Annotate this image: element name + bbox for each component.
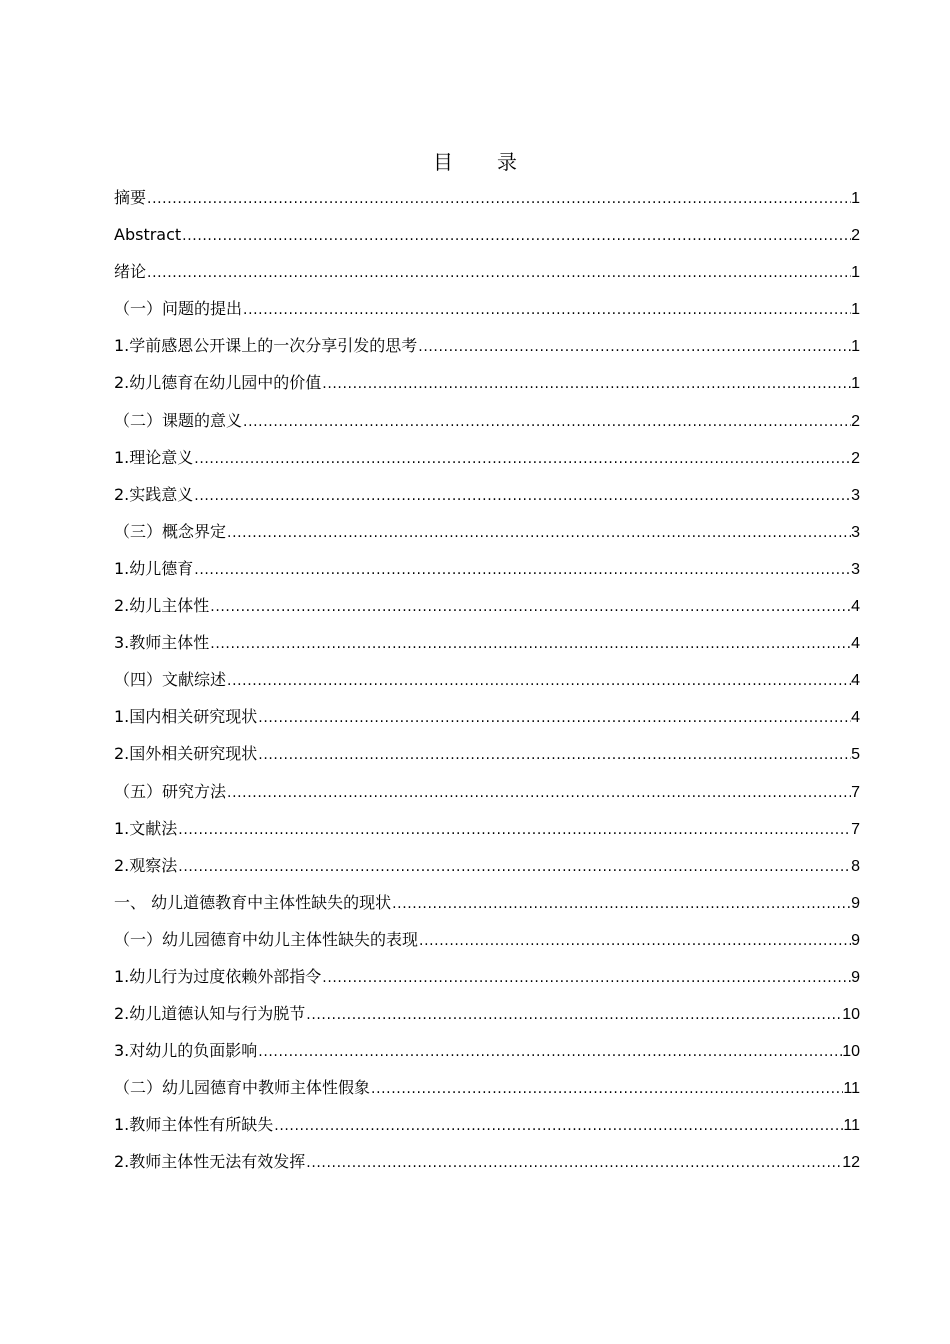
toc-entry-label: （一）幼儿园德育中幼儿主体性缺失的表现	[114, 929, 419, 949]
toc-entry[interactable]	[114, 1147, 860, 1184]
toc-dot-leader	[370, 1074, 843, 1104]
toc-entry-page-number: 11	[843, 1080, 860, 1098]
toc-dot-leader	[181, 221, 851, 251]
toc-entry-label: （四）文献综述	[114, 670, 227, 690]
toc-dot-leader	[193, 555, 851, 585]
toc-entry-page-number: 1	[851, 301, 860, 319]
toc-entry-label: 2.实践意义	[114, 484, 194, 504]
toc-dot-leader	[417, 332, 851, 362]
toc-dot-leader	[305, 1148, 842, 1178]
toc-entry-label: （一）问题的提出	[114, 299, 243, 319]
toc-dot-leader	[146, 258, 851, 288]
toc-entry[interactable]	[114, 777, 860, 814]
toc-entry-label: 1.国内相关研究现状	[114, 707, 258, 727]
toc-entry-label: 绪论	[114, 262, 147, 282]
toc-entry-label: 摘要	[114, 188, 147, 207]
toc-entry-page-number: 11	[843, 1117, 860, 1135]
toc-entry[interactable]	[114, 962, 860, 999]
toc-title: 目录	[433, 150, 561, 174]
toc-entry-page-number: 7	[851, 783, 860, 801]
toc-entry[interactable]	[114, 406, 860, 443]
toc-entry-page-number: 4	[851, 709, 860, 727]
toc-dot-leader	[418, 926, 851, 956]
toc-dot-leader	[177, 815, 851, 845]
toc-entry-label: （二）课题的意义	[114, 410, 243, 430]
toc-entry-label: 2.幼儿主体性	[114, 596, 210, 616]
toc-entry-label: 2.幼儿德育在幼儿园中的价值	[114, 373, 322, 393]
toc-entry-page-number: 1	[851, 338, 860, 356]
toc-entry[interactable]	[114, 665, 860, 702]
toc-entry-label: 1.文献法	[114, 818, 178, 838]
toc-entry[interactable]	[114, 628, 860, 665]
toc-entry-label: （五）研究方法	[114, 781, 227, 801]
toc-entry-page-number: 12	[842, 1154, 860, 1172]
toc-entry[interactable]	[114, 888, 860, 925]
toc-dot-leader	[242, 295, 851, 325]
toc-entry[interactable]	[114, 814, 860, 851]
toc-dot-leader	[209, 629, 851, 659]
toc-entry[interactable]	[114, 183, 860, 220]
toc-dot-leader	[257, 703, 851, 733]
toc-entry-page-number: 4	[851, 598, 860, 616]
toc-entry-page-number: 10	[842, 1043, 860, 1061]
toc-entry-page-number: 2	[851, 227, 860, 245]
toc-dot-leader	[226, 778, 851, 808]
toc-list	[114, 183, 860, 1185]
toc-entry-label: 2.国外相关研究现状	[114, 744, 258, 764]
toc-entry[interactable]	[114, 331, 860, 368]
toc-entry-label: 1.理论意义	[114, 447, 194, 467]
toc-entry-page-number: 4	[851, 635, 860, 653]
toc-entry[interactable]	[114, 1036, 860, 1073]
toc-entry-label: 2.幼儿道德认知与行为脱节	[114, 1004, 306, 1024]
toc-dot-leader	[242, 407, 851, 437]
toc-entry-label: 1.教师主体性有所缺失	[114, 1115, 274, 1135]
toc-entry-page-number: 9	[851, 894, 860, 912]
toc-entry-page-number: 5	[851, 746, 860, 764]
toc-entry-label: 3.对幼儿的负面影响	[114, 1041, 258, 1061]
toc-entry[interactable]	[114, 1073, 860, 1110]
toc-entry-page-number: 9	[851, 968, 860, 986]
toc-entry-page-number: 3	[851, 486, 860, 504]
toc-entry[interactable]	[114, 925, 860, 962]
toc-entry-page-number: 9	[851, 931, 860, 949]
toc-dot-leader	[226, 666, 851, 696]
toc-dot-leader	[257, 1037, 842, 1067]
toc-entry[interactable]	[114, 368, 860, 405]
toc-entry[interactable]	[114, 220, 860, 257]
toc-entry[interactable]	[114, 443, 860, 480]
toc-entry[interactable]	[114, 999, 860, 1036]
toc-dot-leader	[305, 1000, 842, 1030]
toc-entry-label: 1.幼儿行为过度依赖外部指令	[114, 966, 322, 986]
toc-entry-page-number: 2	[851, 412, 860, 430]
toc-entry-page-number: 7	[851, 820, 860, 838]
toc-dot-leader	[209, 592, 851, 622]
toc-entry-label: 2.观察法	[114, 855, 178, 875]
toc-entry[interactable]	[114, 517, 860, 554]
toc-entry-label: （二）幼儿园德育中教师主体性假象	[114, 1078, 371, 1098]
toc-entry-page-number: 8	[851, 857, 860, 875]
toc-dot-leader	[273, 1111, 843, 1141]
toc-entry[interactable]	[114, 702, 860, 739]
toc-entry[interactable]	[114, 739, 860, 776]
toc-dot-leader	[146, 184, 851, 214]
toc-entry-label: 1.学前感恩公开课上的一次分享引发的思考	[114, 336, 418, 356]
toc-entry[interactable]	[114, 480, 860, 517]
toc-entry[interactable]	[114, 591, 860, 628]
toc-entry-label: （三）概念界定	[114, 521, 227, 541]
toc-entry[interactable]	[114, 1110, 860, 1147]
toc-dot-leader	[321, 963, 851, 993]
toc-entry-page-number: 10	[842, 1006, 860, 1024]
toc-entry[interactable]	[114, 294, 860, 331]
toc-dot-leader	[193, 481, 851, 511]
toc-dot-leader	[226, 518, 851, 548]
toc-entry-page-number: 3	[851, 560, 860, 578]
toc-entry[interactable]	[114, 554, 860, 591]
toc-entry[interactable]	[114, 851, 860, 888]
toc-entry-label: 3.教师主体性	[114, 633, 210, 653]
toc-entry-page-number: 3	[851, 523, 860, 541]
toc-entry-label: 1.幼儿德育	[114, 558, 194, 578]
toc-dot-leader	[177, 852, 851, 882]
toc-dot-leader	[257, 740, 851, 770]
toc-entry-page-number: 4	[851, 672, 860, 690]
toc-entry-page-number: 1	[851, 264, 860, 282]
toc-entry-page-number: 2	[851, 449, 860, 467]
toc-entry[interactable]	[114, 257, 860, 294]
toc-entry-label: 2.教师主体性无法有效发挥	[114, 1152, 306, 1172]
toc-entry-page-number: 1	[851, 375, 860, 393]
toc-dot-leader	[193, 444, 851, 474]
toc-entry-label: 一、 幼儿道德教育中主体性缺失的现状	[114, 892, 392, 912]
toc-entry-label: Abstract	[114, 225, 182, 245]
toc-entry-page-number: 1	[851, 190, 860, 207]
toc-dot-leader	[391, 889, 851, 919]
toc-dot-leader	[321, 369, 851, 399]
